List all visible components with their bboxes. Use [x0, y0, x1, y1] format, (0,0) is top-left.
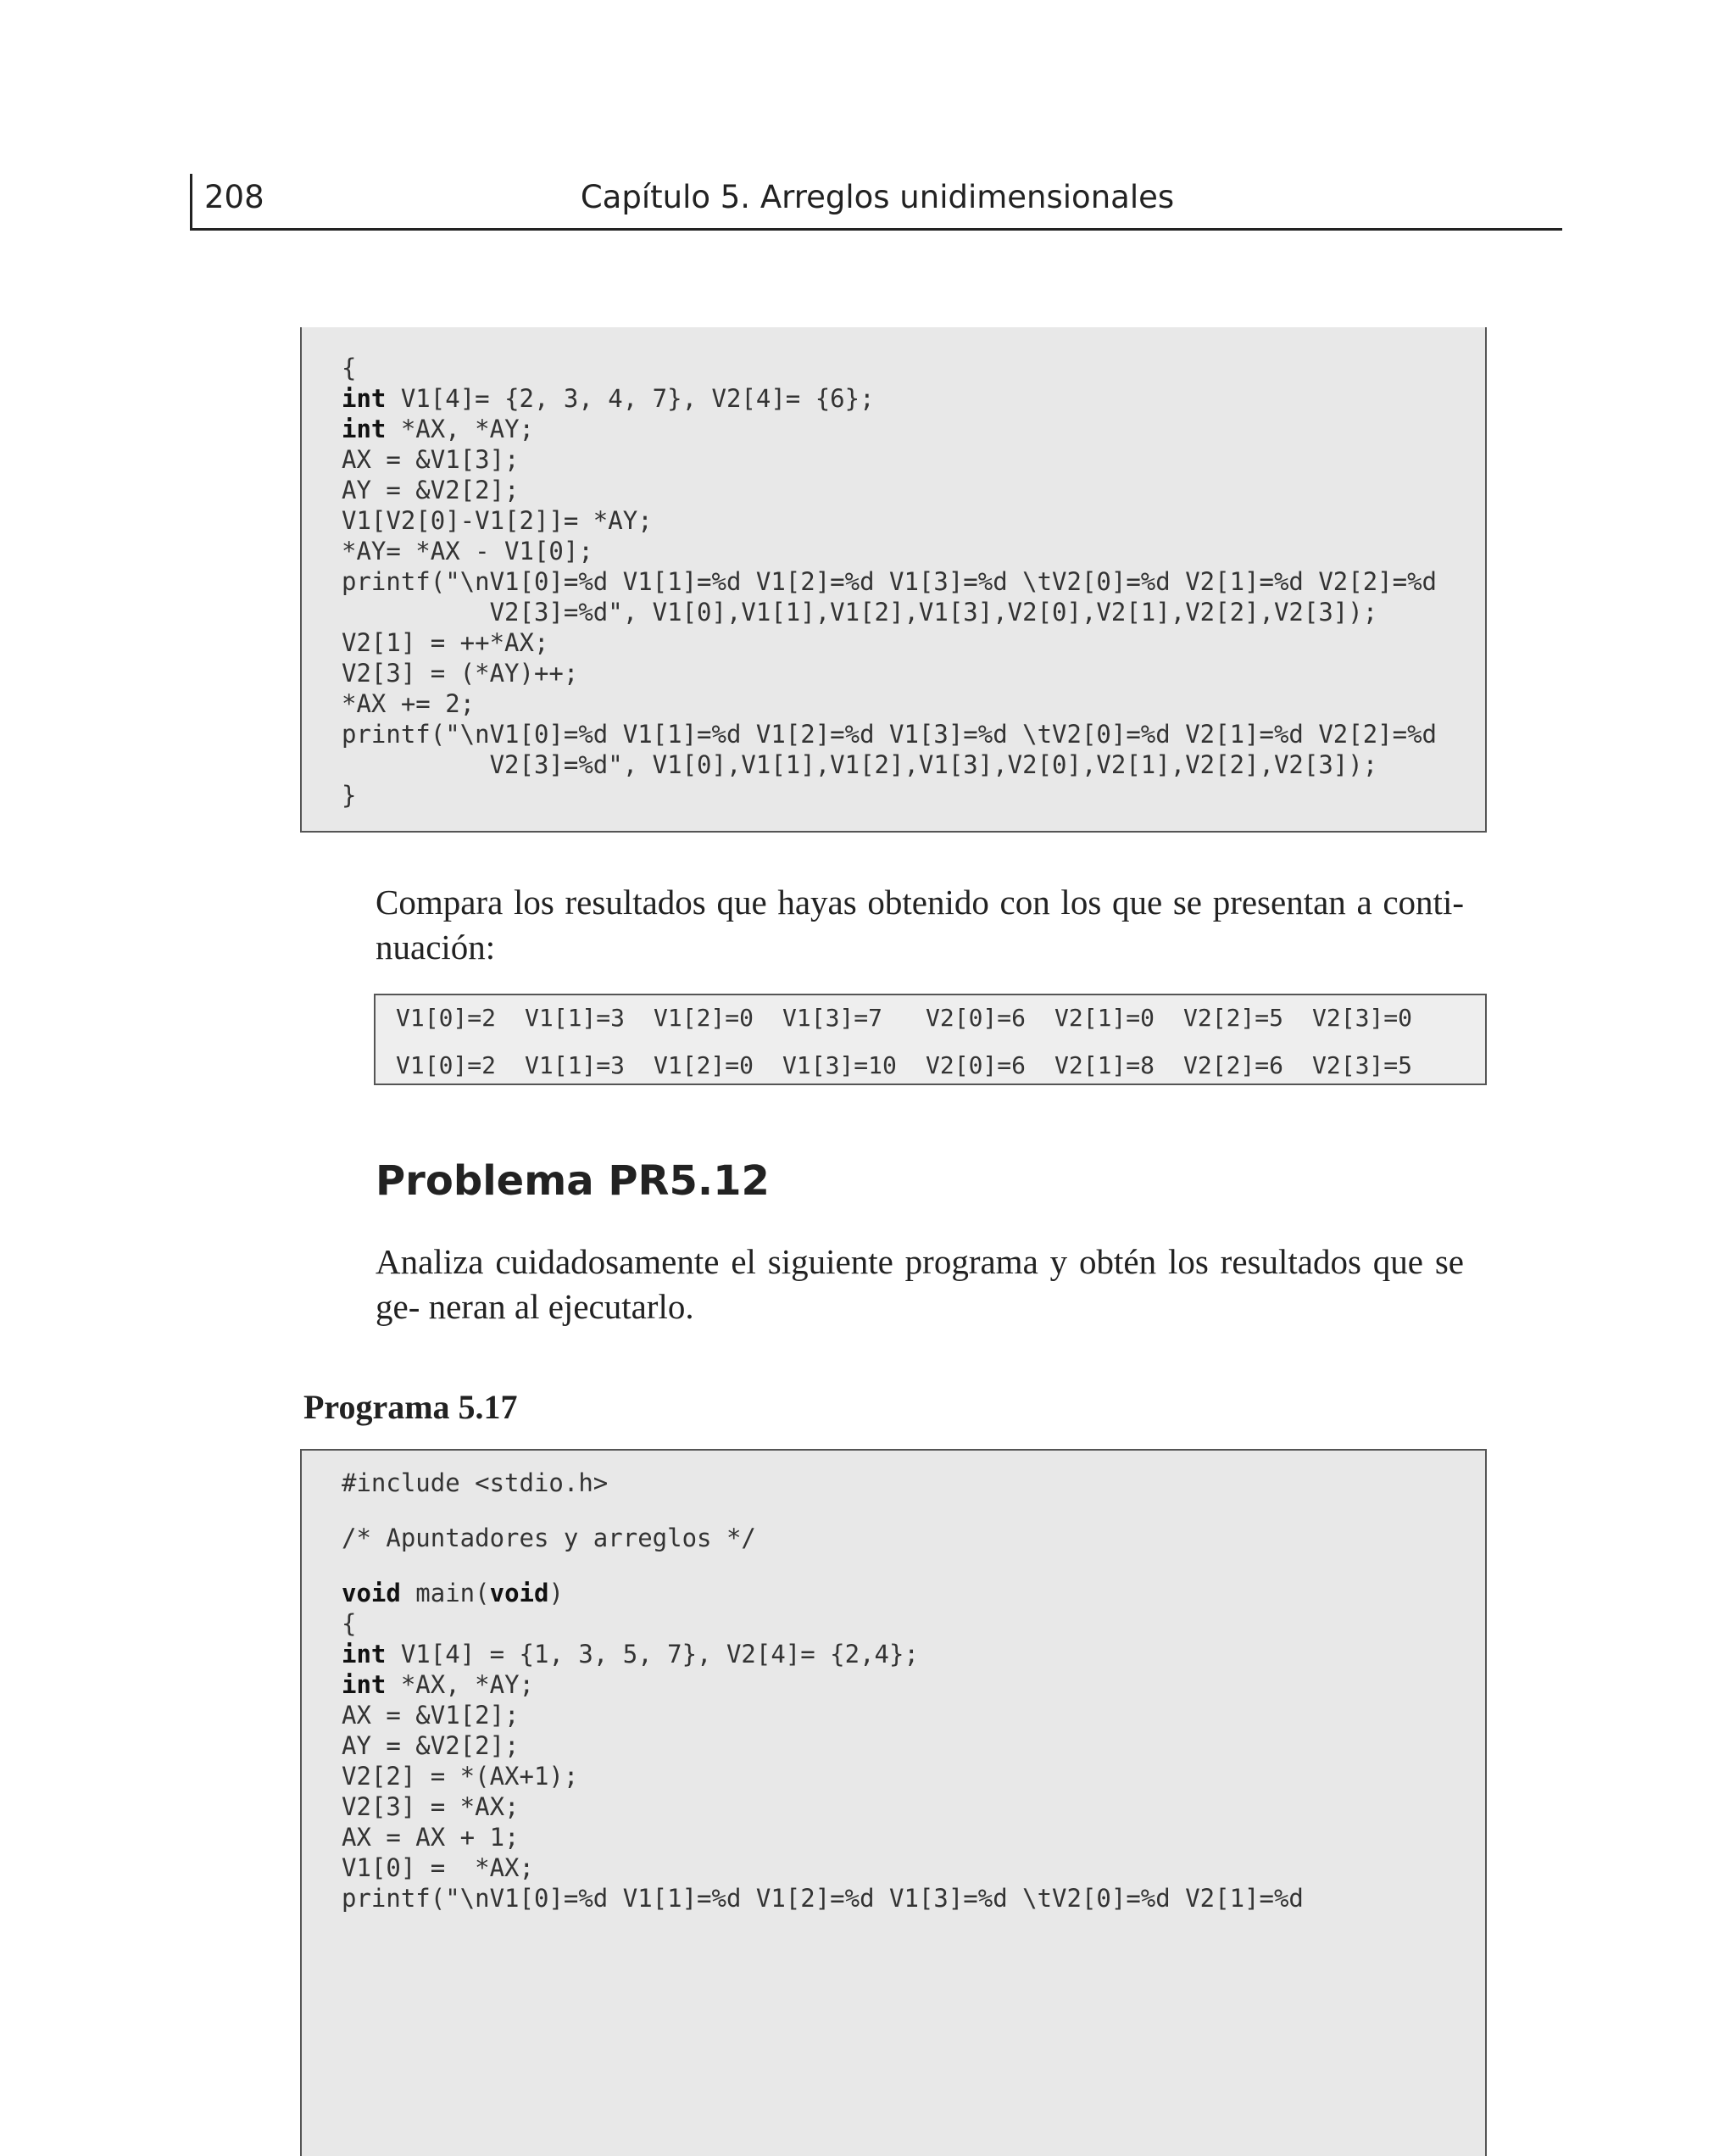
code-text: V2[3] = *AX;: [342, 1792, 520, 1821]
page-header: [190, 174, 1562, 231]
code-line: [342, 627, 1437, 658]
code-text: *AX, *AY;: [386, 1670, 534, 1699]
code-text: V1[4] = {1, 3, 5, 7}, V2[4]= {2,4};: [386, 1640, 919, 1669]
code-text: *AY= *AX - V1[0];: [342, 537, 593, 565]
code-keyword: int: [342, 415, 387, 443]
code-block-2: [300, 1449, 1487, 2156]
code-line: [342, 1822, 1304, 1852]
result-cell: V2[0]=6: [926, 1051, 1027, 1079]
result-cell: V2[2]=6: [1183, 1051, 1284, 1079]
code-text: AY = &V2[2];: [342, 476, 520, 504]
code-block-1: [300, 327, 1487, 833]
code-text: AY = &V2[2];: [342, 1731, 520, 1760]
code-text: *AX, *AY;: [386, 415, 534, 443]
code-line: [342, 1883, 1304, 1914]
result-cell: V1[0]=2: [396, 1004, 497, 1032]
paragraph-analyze: Analiza cuidadosamente el siguiente programa y obtén los resultados que se ge- neran al ejecutarlo.: [376, 1242, 1464, 1326]
program-label: Programa 5.17: [303, 1388, 518, 1426]
result-cell: V1[0]=2: [396, 1051, 497, 1079]
code-line: [342, 1468, 1304, 1498]
code-line: [342, 444, 1437, 475]
code-lines: [342, 353, 1437, 811]
code-line: [342, 1761, 1304, 1791]
code-text: #include <stdio.h>: [342, 1468, 609, 1497]
code-line: [342, 414, 1437, 444]
code-line: [342, 1639, 1304, 1669]
code-line: [342, 1852, 1304, 1883]
result-cell: V1[1]=3: [525, 1051, 626, 1079]
code-text: V1[4]= {2, 3, 4, 7}, V2[4]= {6};: [386, 384, 875, 413]
result-cell: V2[1]=0: [1054, 1004, 1155, 1032]
code-line: [342, 658, 1437, 688]
code-line: [342, 1700, 1304, 1730]
code-text: V2[2] = *(AX+1);: [342, 1762, 579, 1791]
code-keyword: int: [342, 1640, 387, 1669]
code-text: AX = AX + 1;: [342, 1823, 520, 1852]
result-cell: V2[3]=5: [1312, 1051, 1413, 1079]
code-line: [342, 719, 1437, 749]
code-line: [342, 1578, 1304, 1608]
code-line: [342, 1608, 1304, 1639]
code-line: [342, 566, 1437, 597]
code-text: *AX += 2;: [342, 689, 476, 718]
code-line: [342, 536, 1437, 566]
code-text: AX = &V1[2];: [342, 1701, 520, 1730]
running-title: Capítulo 5. Arreglos unidimensionales: [580, 179, 1175, 215]
code-text: V2[3] = (*AY)++;: [342, 659, 579, 688]
result-cell: V1[2]=0: [654, 1051, 754, 1079]
code-text: printf("\nV1[0]=%d V1[1]=%d V1[2]=%d V1[3]=%d \tV2[0]=%d V2[1]=%d V2[2]=%d: [342, 567, 1438, 596]
code-line: [342, 780, 1437, 811]
code-line: [342, 475, 1437, 505]
code-text: printf("\nV1[0]=%d V1[1]=%d V1[2]=%d V1[3]=%d \tV2[0]=%d V2[1]=%d V2[2]=%d: [342, 720, 1438, 749]
paragraph-compare: Compara los resultados que hayas obtenido con los que se presentan a conti- nuación:: [376, 883, 1464, 967]
code-keyword: void: [342, 1579, 401, 1607]
code-keyword: int: [342, 384, 387, 413]
code-text: V2[3]=%d", V1[0],V1[1],V1[2],V1[3],V2[0],V2[1],V2[2],V2[3]);: [342, 750, 1378, 779]
code-line: [342, 597, 1437, 627]
code-text: AX = &V1[3];: [342, 445, 520, 474]
code-line: [342, 353, 1437, 383]
page-number: 208: [204, 179, 264, 215]
code-line: [342, 688, 1437, 719]
result-cell: V1[2]=0: [654, 1004, 754, 1032]
result-cell: V2[3]=0: [1312, 1004, 1413, 1032]
code-text: V1[0] = *AX;: [342, 1853, 534, 1882]
code-text: V2[1] = ++*AX;: [342, 628, 549, 657]
code-text: {: [342, 1609, 357, 1638]
code-text: {: [342, 354, 357, 382]
result-cell: V1[1]=3: [525, 1004, 626, 1032]
code-text: }: [342, 781, 357, 810]
code-line: [342, 383, 1437, 414]
code-keyword: int: [342, 1670, 387, 1699]
result-cell: V1[3]=7: [782, 1004, 883, 1032]
code-line: [342, 1791, 1304, 1822]
code-keyword: void: [489, 1579, 549, 1607]
code-line: [342, 749, 1437, 780]
results-box: [374, 994, 1487, 1085]
code-line: [342, 1730, 1304, 1761]
code-line: [342, 1669, 1304, 1700]
code-text: V1[V2[0]-V1[2]]= *AY;: [342, 506, 653, 535]
code-text: printf("\nV1[0]=%d V1[1]=%d V1[2]=%d V1[3]=%d \tV2[0]=%d V2[1]=%d: [342, 1884, 1304, 1913]
code-text: /* Apuntadores y arreglos */: [342, 1524, 756, 1552]
result-cell: V2[1]=8: [1054, 1051, 1155, 1079]
code-line: [342, 1523, 1304, 1553]
problem-heading: Problema PR5.12: [376, 1157, 770, 1205]
result-cell: V1[3]=10: [782, 1051, 897, 1079]
code-lines: [342, 1468, 1304, 1914]
code-text: main(: [400, 1579, 490, 1607]
code-line: [342, 505, 1437, 536]
result-cell: V2[2]=5: [1183, 1004, 1284, 1032]
code-text: V2[3]=%d", V1[0],V1[1],V1[2],V1[3],V2[0],V2[1],V2[2],V2[3]);: [342, 598, 1378, 627]
code-text: ): [548, 1579, 564, 1607]
result-cell: V2[0]=6: [926, 1004, 1027, 1032]
